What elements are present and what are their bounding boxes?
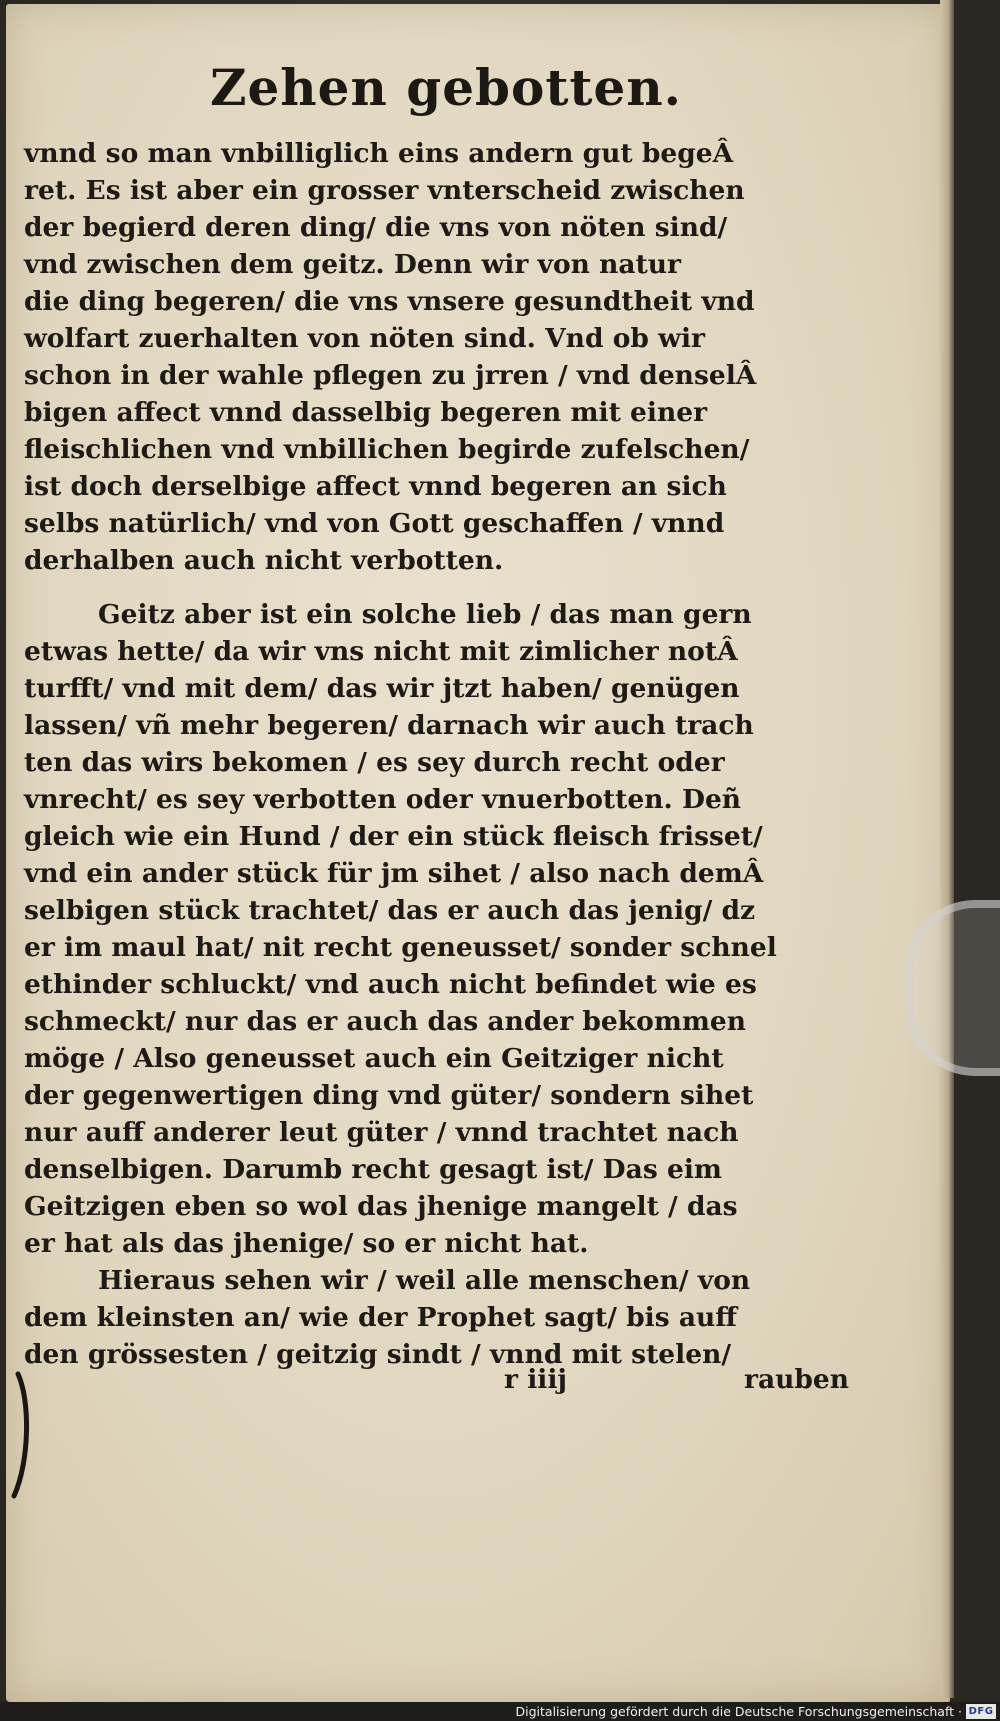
text-line: Geitz aber ist ein solche lieb / das man gern bbox=[98, 599, 752, 630]
text-line: ten das wirs bekomen / es sey durch recht oder bbox=[24, 747, 725, 778]
text-line: ist doch derselbige affect vnnd begeren an sich bbox=[24, 471, 727, 502]
text-line: Hieraus sehen wir / weil alle menschen/ von bbox=[98, 1265, 751, 1296]
text-line: derhalben auch nicht verbotten. bbox=[24, 545, 504, 576]
digitization-credit: Digitalisierung gefördert durch die Deutsche Forschungsgemeinschaft · bbox=[515, 1704, 962, 1719]
text-line: selbigen stück trachtet/ das er auch das jenig/ dz bbox=[24, 895, 756, 926]
text-line: bigen affect vnnd dasselbig begeren mit einer bbox=[24, 397, 708, 428]
text-line: lassen/ vñ mehr begeren/ darnach wir auch trach bbox=[24, 710, 754, 741]
text-line: Geitzigen eben so wol das jhenige mangelt / das bbox=[24, 1191, 738, 1222]
text-line: vnnd so man vnbilliglich eins andern gut begeÂ bbox=[24, 138, 734, 169]
text-line: nur auff anderer leut güter / vnnd trachtet nach bbox=[24, 1117, 739, 1148]
page-footer-line bbox=[24, 1361, 850, 1398]
text-line: der begierd deren ding/ die vns von nöten sind/ bbox=[24, 212, 728, 243]
page-edge bbox=[940, 0, 954, 1698]
text-line: ethinder schluckt/ vnd auch nicht befindet wie es bbox=[24, 969, 757, 1000]
text-line: ret. Es ist aber ein grosser vnterscheid zwischen bbox=[24, 175, 745, 206]
body-text bbox=[24, 135, 824, 1373]
text-line: denselbigen. Darumb recht gesagt ist/ Das eim bbox=[24, 1154, 722, 1185]
text-line: den grössesten / geitzig sindt / vnnd mit stelen/ bbox=[24, 1339, 732, 1370]
text-line: etwas hette/ da wir vns nicht mit zimlicher notÂ bbox=[24, 636, 738, 667]
text-line: die ding begeren/ die vns vnsere gesundtheit vnd bbox=[24, 286, 755, 317]
text-line: turfft/ vnd mit dem/ das wir jtzt haben/ genügen bbox=[24, 673, 740, 704]
text-line: er im maul hat/ nit recht geneusset/ sonder schnel bbox=[24, 932, 777, 963]
signature-mark: r iiij bbox=[504, 1364, 567, 1395]
page-clip bbox=[905, 900, 1000, 1076]
text-line: schmeckt/ nur das er auch das ander bekommen bbox=[24, 1006, 747, 1037]
text-line: wolfart zuerhalten von nöten sind. Vnd ob wir bbox=[24, 323, 705, 354]
text-line: er hat als das jhenige/ so er nicht hat. bbox=[24, 1228, 589, 1259]
text-line: fleischlichen vnd vnbillichen begirde zufelschen/ bbox=[24, 434, 750, 465]
page-heading: Zehen gebotten. bbox=[210, 58, 683, 117]
text-line: vnrecht/ es sey verbotten oder vnuerbotten. Deñ bbox=[24, 784, 742, 815]
dfg-logo: DFG bbox=[966, 1704, 996, 1719]
text-line: selbs natürlich/ vnd von Gott geschaffen / vnnd bbox=[24, 508, 725, 539]
text-line: gleich wie ein Hund / der ein stück fleisch frisset/ bbox=[24, 821, 763, 852]
text-line: der gegenwertigen ding vnd güter/ sondern sihet bbox=[24, 1080, 754, 1111]
text-line: dem kleinsten an/ wie der Prophet sagt/ bis auff bbox=[24, 1302, 738, 1333]
text-line: vnd zwischen dem geitz. Denn wir von natur bbox=[24, 249, 682, 280]
text-line: vnd ein ander stück für jm sihet / also nach demÂ bbox=[24, 858, 764, 889]
text-line: möge / Also geneusset auch ein Geitziger nicht bbox=[24, 1043, 724, 1074]
catchword: rauben bbox=[744, 1364, 850, 1395]
text-line: schon in der wahle pflegen zu jrren / vnd denselÂ bbox=[24, 360, 757, 391]
